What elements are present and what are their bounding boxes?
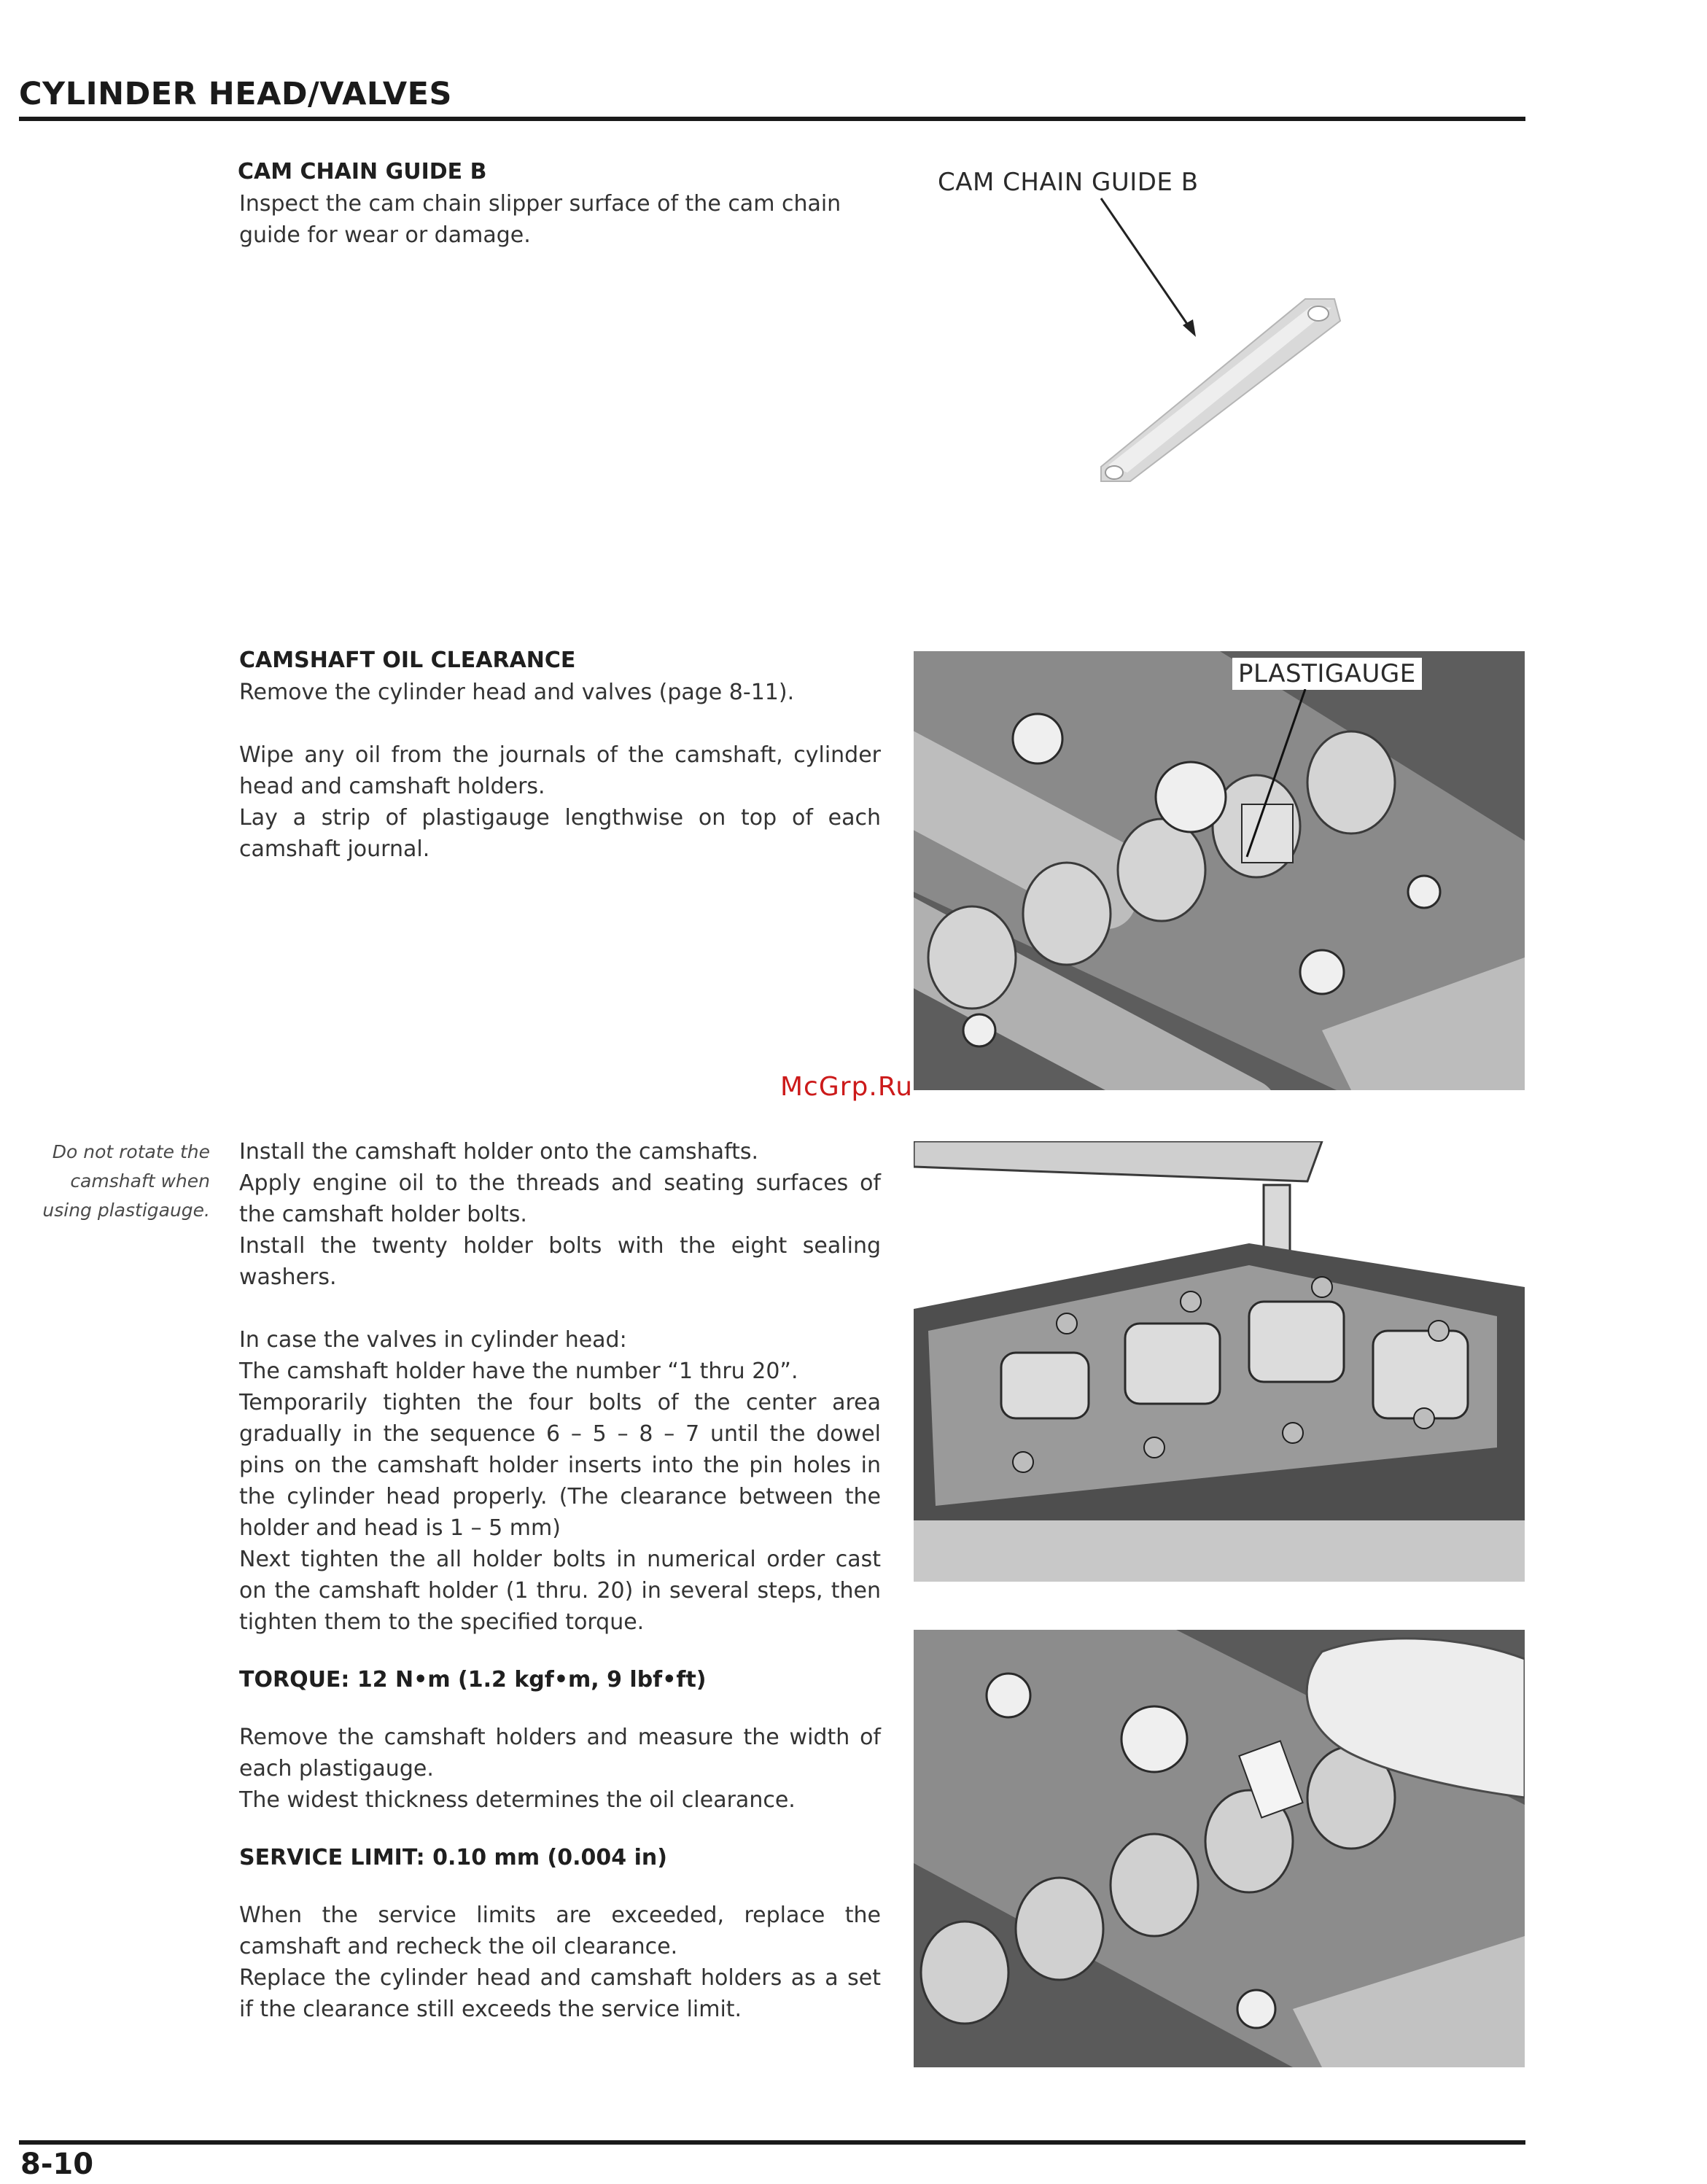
paragraph-temp-tighten: Temporarily tighten the four bolts of the center area gradually in the sequence 6 – 5 – 8 – 7 until the dowel pins on the camshaft holder inserts into the pin holes in the cylinder head properly. (The clearance between the holder and head is 1 – 5 mm) bbox=[239, 1390, 881, 1541]
service-limit-spec: SERVICE LIMIT: 0.10 mm (0.004 in) bbox=[239, 1845, 667, 1870]
paragraph-widest-thickness: The widest thickness determines the oil clearance. bbox=[239, 1787, 796, 1813]
leader-line bbox=[1101, 198, 1190, 328]
page-title: CYLINDER HEAD/VALVES bbox=[19, 76, 453, 112]
paragraph-remove-head: Remove the cylinder head and valves (page 8-11). bbox=[239, 680, 795, 705]
paragraph-wipe-oil: Wipe any oil from the journals of the camshaft, cylinder head and camshaft holders. bbox=[239, 742, 881, 799]
footer-rule bbox=[19, 2140, 1525, 2145]
cam-chain-guide-illustration bbox=[992, 190, 1371, 510]
header-rule bbox=[19, 117, 1525, 121]
plastigauge-leader bbox=[1232, 689, 1327, 864]
photo-tighten-holder-bolts bbox=[914, 1141, 1525, 1582]
paragraph-install-bolts: Install the twenty holder bolts with the eight sealing washers. bbox=[239, 1233, 881, 1290]
paragraph-install-holder: Install the camshaft holder onto the camshafts. bbox=[239, 1139, 759, 1165]
paragraph-in-case: In case the valves in cylinder head: bbox=[239, 1327, 627, 1353]
paragraph-service-limit-exceeded: When the service limits are exceeded, replace the camshaft and recheck the oil clearance. bbox=[239, 1903, 881, 1959]
photo-measure-plastigauge bbox=[914, 1630, 1525, 2067]
paragraph-replace-head: Replace the cylinder head and camshaft holders as a set if the clearance still exceeds the service limit. bbox=[239, 1965, 881, 2022]
paragraph-holder-numbers: The camshaft holder have the number “1 thru 20”. bbox=[239, 1359, 798, 1384]
paragraph-remove-holders: Remove the camshaft holders and measure the width of each plastigauge. bbox=[239, 1725, 881, 1781]
guide-hole-bottom bbox=[1105, 466, 1123, 479]
torque-spec: TORQUE: 12 N•m (1.2 kgf•m, 9 lbf•ft) bbox=[239, 1667, 707, 1693]
page-number: 8-10 bbox=[20, 2148, 94, 2181]
figure-label-plastigauge: PLASTIGAUGE bbox=[1232, 658, 1422, 690]
paragraph-apply-oil: Apply engine oil to the threads and seating surfaces of the camshaft holder bolts. bbox=[239, 1170, 881, 1227]
paragraph-cam-chain-guide: Inspect the cam chain slipper surface of the cam chain guide for wear or damage. bbox=[239, 191, 841, 248]
side-note: Do not rotate the camshaft when using plastigauge. bbox=[42, 1141, 210, 1221]
paragraph-next-tighten: Next tighten the all holder bolts in numerical order cast on the camshaft holder (1 thru. 20) in several steps, then tighten them to the specified torque. bbox=[239, 1547, 881, 1635]
section-heading-camshaft-oil-clearance: CAMSHAFT OIL CLEARANCE bbox=[239, 648, 576, 673]
photo-plastigauge-on-journal bbox=[914, 651, 1525, 1090]
watermark: McGrp.Ru bbox=[780, 1072, 914, 1102]
guide-highlight bbox=[1108, 306, 1331, 473]
guide-hole-top bbox=[1308, 306, 1329, 321]
section-heading-cam-chain-guide: CAM CHAIN GUIDE B bbox=[238, 159, 487, 184]
paragraph-lay-plastigauge: Lay a strip of plastigauge lengthwise on top of each camshaft journal. bbox=[239, 805, 881, 862]
figure-label-cam-chain-guide: CAM CHAIN GUIDE B bbox=[938, 168, 1199, 197]
